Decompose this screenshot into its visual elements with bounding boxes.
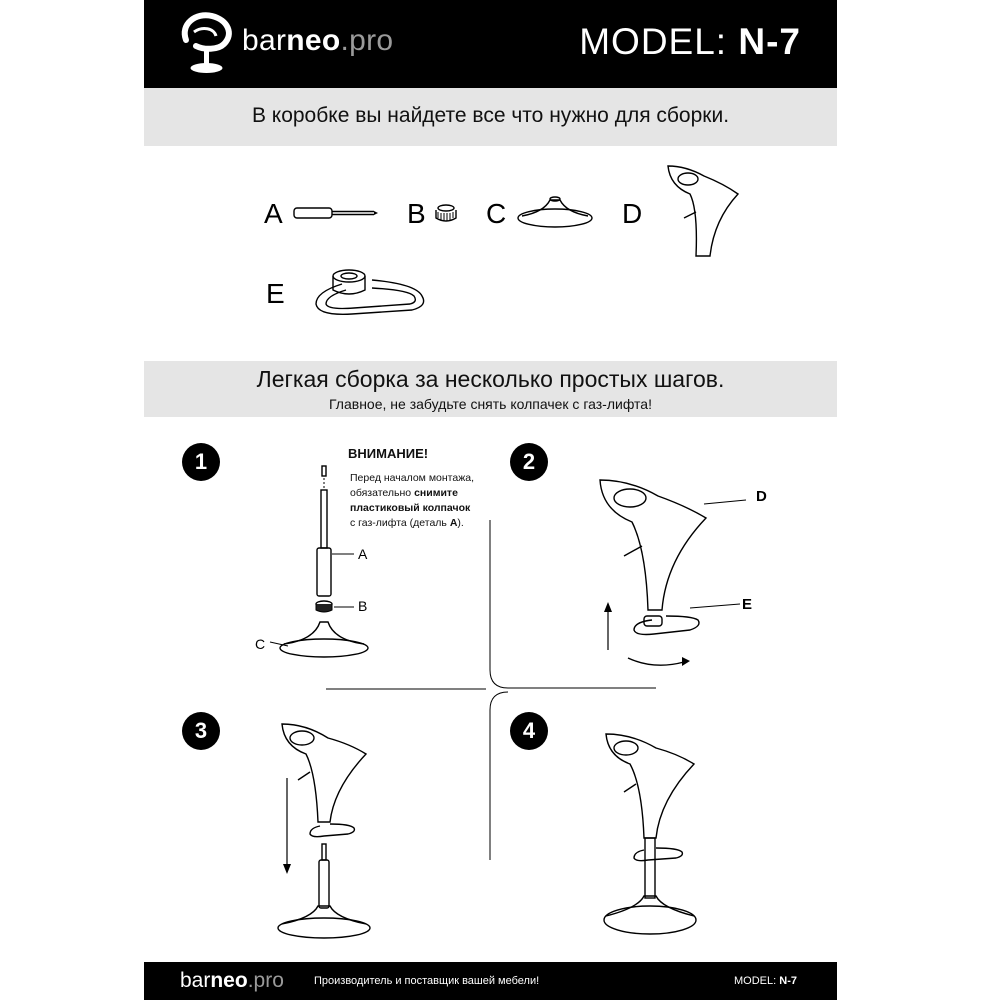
step-1-label-b: B (358, 598, 368, 614)
gas-lift-reminder: Главное, не забудьте снять колпачек с газ-лифта! (329, 396, 652, 412)
step-4-illustration (600, 728, 704, 940)
step-2-illustration (594, 470, 754, 680)
part-e-footrest-illustration (312, 262, 432, 322)
step-3-illustration (270, 718, 380, 942)
footer-bar (144, 962, 837, 1000)
header-bar (144, 0, 837, 88)
box-contents-band (144, 88, 837, 146)
part-a-gas-lift-illustration (292, 203, 382, 223)
chair-logo-icon (178, 10, 238, 76)
part-c-base-illustration (514, 190, 596, 230)
step-4-badge: 4 (510, 712, 548, 750)
warning-line-1: Перед началом монтажа, (350, 472, 474, 484)
part-d-seat-illustration (664, 160, 744, 260)
warning-line-3: пластиковый колпачок (350, 502, 471, 514)
step-divider-left (326, 686, 486, 692)
part-b-bearing-illustration (432, 200, 460, 226)
brand-logo-text: barneo.pro (242, 24, 394, 57)
part-label-d: D (622, 198, 643, 229)
step-2-label-d: D (756, 488, 767, 505)
warning-line-4: с газ-лифта (деталь А). (350, 517, 464, 529)
step-1-illustration (250, 462, 410, 662)
warning-title: ВНИМАНИЕ! (348, 446, 429, 461)
part-label-c: C (486, 198, 507, 229)
step-1-label-c: C (255, 636, 266, 652)
easy-assembly-band (144, 361, 837, 417)
footer-brand-logo: barneo.pro (180, 969, 284, 992)
step-2-badge: 2 (510, 443, 548, 481)
step-2-label-e: E (742, 596, 753, 613)
box-contents-text: В коробке вы найдете все что нужно для сборки. (251, 104, 730, 127)
step-1-badge: 1 (182, 443, 220, 481)
model-heading: MODEL: N-7 (579, 21, 801, 62)
easy-assembly-title: Легкая сборка за несколько простых шагов. (256, 366, 725, 392)
footer-model: MODEL: N-7 (734, 975, 797, 987)
warning-line-2: обязательно снимите (350, 487, 458, 499)
part-label-e: E (266, 278, 285, 309)
step-1-label-a: A (358, 546, 368, 562)
footer-tagline: Производитель и поставщик вашей мебели! (314, 975, 540, 987)
step-3-badge: 3 (182, 712, 220, 750)
part-label-b: B (407, 198, 426, 229)
part-label-a: A (264, 198, 283, 229)
